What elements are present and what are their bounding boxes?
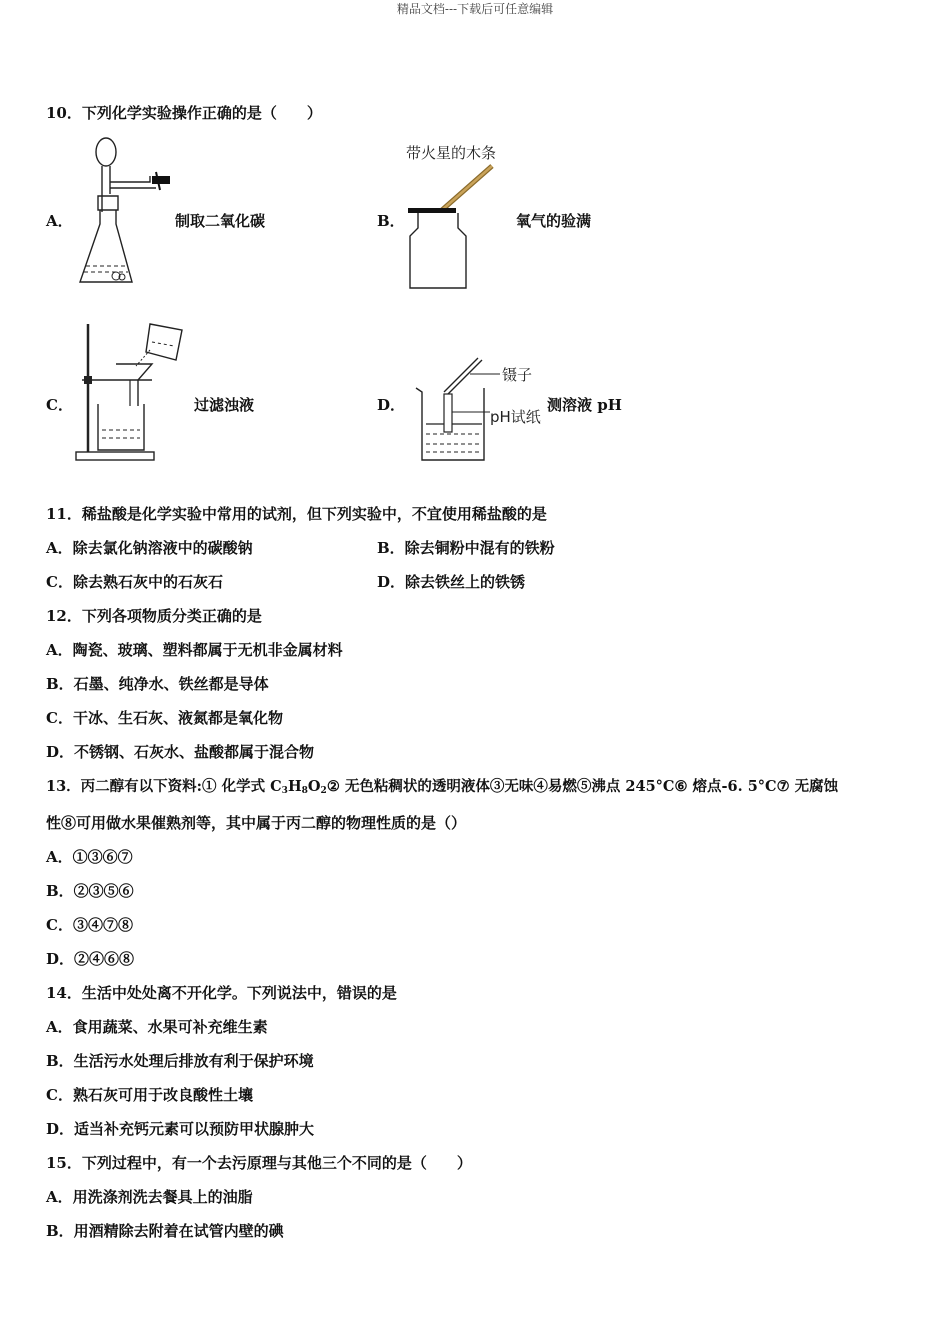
q13-stem-line1: 13．丙二醇有以下资料:① 化学式 $C_3H_8O_2②$ 无色粘稠状的透明液体③无味④易燃⑤沸点 245°C⑥ 熔点-6. 5°C⑦ 无腐蚀 — [46, 778, 839, 796]
q12-option-d: D．不锈钢、石灰水、盐酸都属于混合物 — [46, 743, 315, 761]
q13-option-d: D．②④⑥⑧ — [46, 950, 135, 968]
q10-option-a-caption: 制取二氧化碳 — [175, 212, 266, 230]
oxygen-test-figure — [400, 138, 530, 293]
q12-option-c: C．干冰、生石灰、液氮都是氧化物 — [46, 709, 283, 727]
q14-option-c: C．熟石灰可用于改良酸性土壤 — [46, 1086, 253, 1104]
q12-option-a: A．陶瓷、玻璃、塑料都属于无机非金属材料 — [46, 641, 343, 659]
q13-option-b: B．②③⑤⑥ — [46, 882, 134, 900]
ph-test-figure — [408, 352, 548, 464]
q11-option-d: D．除去铁丝上的铁锈 — [377, 573, 526, 591]
q14-option-b: B．生活污水处理后排放有利于保护环境 — [46, 1052, 314, 1070]
q11-option-c: C．除去熟石灰中的石灰石 — [46, 573, 223, 591]
filtration-figure — [70, 316, 200, 466]
q13-option-c: C．③④⑦⑧ — [46, 916, 133, 934]
q11-option-b: B．除去铜粉中混有的铁粉 — [377, 539, 555, 557]
q14-option-d: D．适当补充钙元素可以预防甲状腺肿大 — [46, 1120, 315, 1138]
q11-stem: 11．稀盐酸是化学实验中常用的试剂，但下列实验中，不宜使用稀盐酸的是 — [46, 505, 547, 523]
q10-option-b-letter: B． — [377, 212, 405, 230]
page-header: 精品文档---下载后可任意编辑 — [396, 2, 554, 16]
q15-option-b: B．用酒精除去附着在试管内壁的碘 — [46, 1222, 284, 1240]
splint-label: 带火星的木条 — [406, 144, 497, 162]
co2-apparatus-figure — [72, 132, 182, 292]
q13-stem-line2: 性⑧可用做水果催熟剂等，其中属于丙二醇的物理性质的是（） — [46, 814, 467, 832]
q15-option-a: A．用洗涤剂洗去餐具上的油脂 — [46, 1188, 253, 1206]
q12-option-b: B．石墨、纯净水、铁丝都是导体 — [46, 675, 269, 693]
q10-stem: 10．下列化学实验操作正确的是（ ） — [46, 104, 322, 122]
q11-option-a: A．除去氯化钠溶液中的碳酸钠 — [46, 539, 253, 557]
q10-option-d-letter: D． — [377, 396, 406, 414]
q10-option-c-letter: C． — [46, 396, 73, 414]
q14-option-a: A．食用蔬菜、水果可补充维生素 — [46, 1018, 268, 1036]
q15-stem: 15．下列过程中，有一个去污原理与其他三个不同的是（ ） — [46, 1154, 472, 1172]
q14-stem: 14．生活中处处离不开化学。下列说法中，错误的是 — [46, 984, 397, 1002]
q12-stem: 12．下列各项物质分类正确的是 — [46, 607, 262, 625]
q10-option-c-caption: 过滤浊液 — [194, 396, 255, 414]
tweezers-label: 镊子 — [502, 366, 533, 384]
q13-option-a: A．①③⑥⑦ — [46, 848, 133, 866]
q10-option-d-caption: 测溶液 pH — [547, 396, 622, 414]
q10-option-a-letter: A． — [46, 212, 73, 230]
ph-paper-label: pH试纸 — [490, 408, 541, 426]
q10-option-b-caption: 氧气的验满 — [516, 212, 592, 230]
